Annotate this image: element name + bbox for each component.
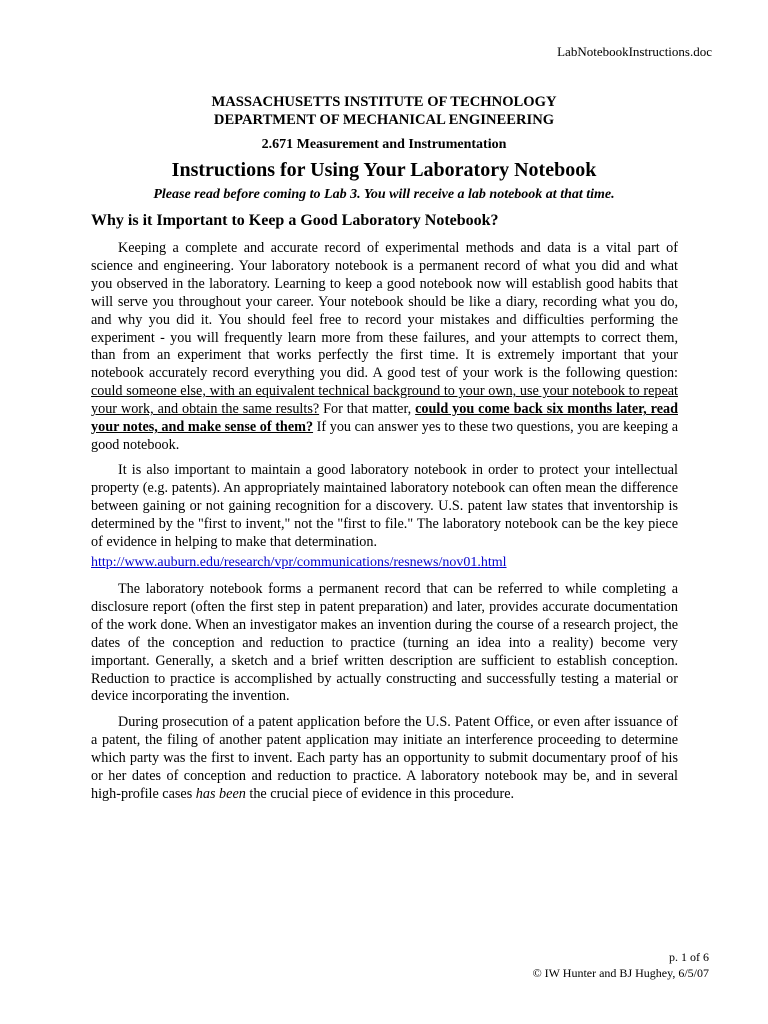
paragraph-patent-text-b: the crucial piece of evidence in this procedure.	[245, 785, 515, 802]
paragraph-intellectual-property: It is also important to maintain a good laboratory notebook in order to protect your intellectual property (e.g. patents). An appropriately maintained laboratory notebook can often mean the difference between gaining or not gaining recognition for a discovery. U.S. patent law states that inventorship is determined by the "first to invent," not the "first to file." The laboratory notebook can be the key piece of evidence in helping to make that determination.	[91, 462, 678, 550]
emphasis-has-been: has been	[195, 785, 246, 802]
paragraph-importance	[91, 240, 678, 455]
auburn-reference-link[interactable]: http://www.auburn.edu/research/vpr/communications/resnews/nov01.html	[91, 555, 507, 570]
course-title: 2.671 Measurement and Instrumentation	[261, 137, 507, 152]
document-filename: LabNotebookInstructions.doc	[557, 44, 712, 59]
reading-note: Please read before coming to Lab 3. You will receive a lab notebook at that time.	[153, 187, 615, 202]
institution-name: MASSACHUSETTS INSTITUTE OF TECHNOLOGY	[211, 94, 557, 110]
department-name: DEPARTMENT OF MECHANICAL ENGINEERING	[213, 112, 555, 128]
six-months-question: could you come back six months later, read your notes, and make sense of them?	[91, 401, 678, 436]
paragraph-patent-prosecution	[91, 714, 678, 804]
copyright-notice: © IW Hunter and BJ Hughey, 6/5/07	[532, 966, 709, 980]
page-number: p. 1 of 6	[669, 950, 709, 964]
paragraph-importance-text-a: Keeping a complete and accurate record of experimental methods and data is a vital part of science and engineering. Your laboratory notebook is a permanent record of what you did and what you observed in the laboratory. Learning to keep a good notebook now will establish good habits that will serve you throughout your career. Your notebook should be like a diary, recording what you do, and why you did it. You should feel free to record your mistakes and difficulties performing the experiment - you will frequently learn more from these failures, and your attempts to correct them, than from an experiment that works perfectly the first time. It is extremely important that your notebook accurately record everything you did. A good test of your work is the following question:	[91, 240, 678, 382]
reproducibility-question: could someone else, with an equivalent technical background to your own, use your notebook to repeat your work, and obtain the same results?	[91, 383, 678, 418]
page-title: Instructions for Using Your Laboratory Notebook	[171, 159, 597, 181]
paragraph-patent-text-a: During prosecution of a patent application before the U.S. Patent Office, or even after issuance of a patent, the filing of another patent application may initiate an interference proceeding to determine which party was the first to invent. Each party has an opportunity to submit documentary proof of his or her dates of conception and reduction to practice. A laboratory notebook may be, and in several high-profile cases	[91, 714, 678, 802]
paragraph-importance-text-b: For that matter,	[319, 401, 416, 418]
section-heading: Why is it Important to Keep a Good Laboratory Notebook?	[91, 212, 499, 229]
paragraph-importance-text-c: If you can answer yes to these two questions, you are keeping a good notebook.	[91, 419, 678, 453]
paragraph-disclosure: The laboratory notebook forms a permanent record that can be referred to while completing a disclosure report (often the first step in patent preparation) and later, provides accurate documentation of the work done. When an investigator makes an invention during the course of a research project, the dates of the conception and reduction to practice (turning an idea into a reality) become very important. Generally, a sketch and a brief written description are sufficient to establish conception. Reduction to practice is accomplished by actually constructing and successfully testing a material or device incorporating the invention.	[91, 581, 678, 705]
